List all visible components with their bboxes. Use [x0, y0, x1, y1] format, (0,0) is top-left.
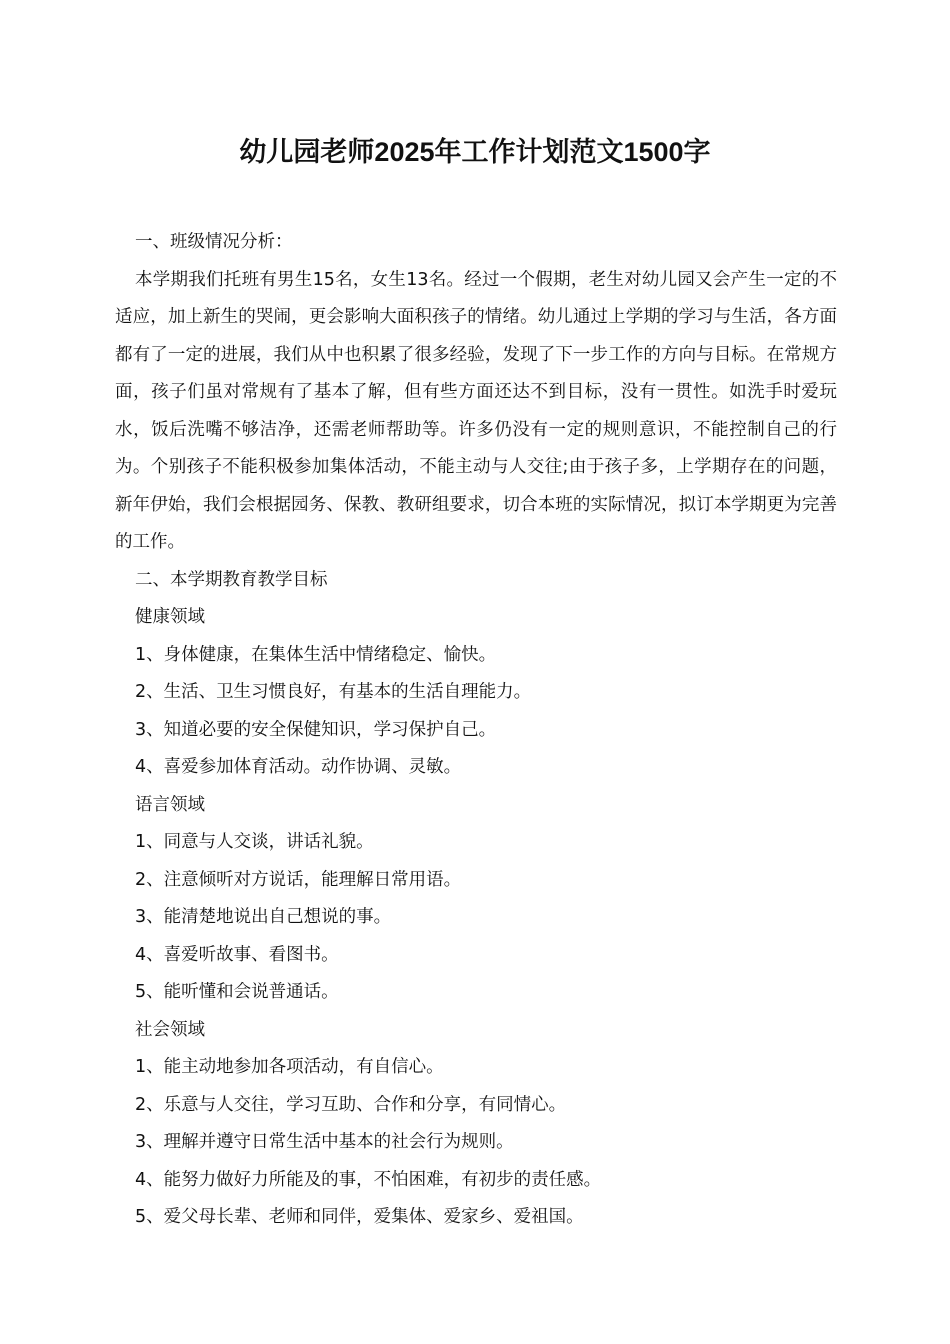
health-item: 4、喜爱参加体育活动。动作协调、灵敏。	[135, 757, 462, 777]
language-item: 3、能清楚地说出自己想说的事。	[135, 907, 392, 927]
health-item: 1、身体健康，在集体生活中情绪稳定、愉快。	[135, 644, 497, 665]
document-body	[115, 224, 837, 1237]
social-item: 4、能努力做好力所能及的事，不怕困难，有初步的责任感。	[135, 1169, 602, 1190]
subheading-health: 健康领域	[135, 607, 205, 627]
health-item: 3、知道必要的安全保健知识，学习保护自己。	[135, 719, 497, 740]
document-title: 幼儿园老师2025年工作计划范文1500字	[239, 137, 711, 167]
subheading-social: 社会领域	[135, 1019, 205, 1040]
language-item: 2、注意倾听对方说话，能理解日常用语。	[135, 869, 462, 890]
social-item: 3、理解并遵守日常生活中基本的社会行为规则。	[135, 1132, 514, 1152]
social-item: 5、爱父母长辈、老师和同伴，爱集体、爱家乡、爱祖国。	[135, 1207, 584, 1227]
language-item: 4、喜爱听故事、看图书。	[135, 944, 339, 965]
class-analysis-paragraph: 本学期我们托班有男生15名，女生13名。经过一个假期，老生对幼儿园又会产生一定的不适应，加上新生的哭闹，更会影响大面积孩子的情绪。幼儿通过上学期的学习与生活，各方面都有了一定的进展，我们从中也积累了很多经验，发现了下一步工作的方向与目标。在常规方面，孩子们虽对常规有了基本了解，但有些方面还达不到目标，没有一贯性。如洗手时爱玩水，饭后洗嘴不够洁净，还需老师帮助等。许多仍没有一定的规则意识，不能控制自己的行为。个别孩子不能积极参加集体活动，不能主动与人交往;由于孩子多，上学期存在的问题，新年伊始，我们会根据园务、保教、教研组要求，切合本班的实际情况，拟订本学期更为完善的工作。	[115, 269, 837, 552]
language-item: 1、同意与人交谈，讲话礼貌。	[135, 832, 374, 852]
section-heading-teaching-goals: 二、本学期教育教学目标	[135, 569, 328, 590]
health-item: 2、生活、卫生习惯良好，有基本的生活自理能力。	[135, 682, 532, 702]
language-item: 5、能听懂和会说普通话。	[135, 982, 339, 1002]
section-heading-class-analysis: 一、班级情况分析：	[135, 232, 293, 252]
social-item: 2、乐意与人交往，学习互助、合作和分享，有同情心。	[135, 1094, 567, 1115]
subheading-language: 语言领域	[135, 794, 205, 815]
social-item: 1、能主动地参加各项活动，有自信心。	[135, 1057, 444, 1077]
